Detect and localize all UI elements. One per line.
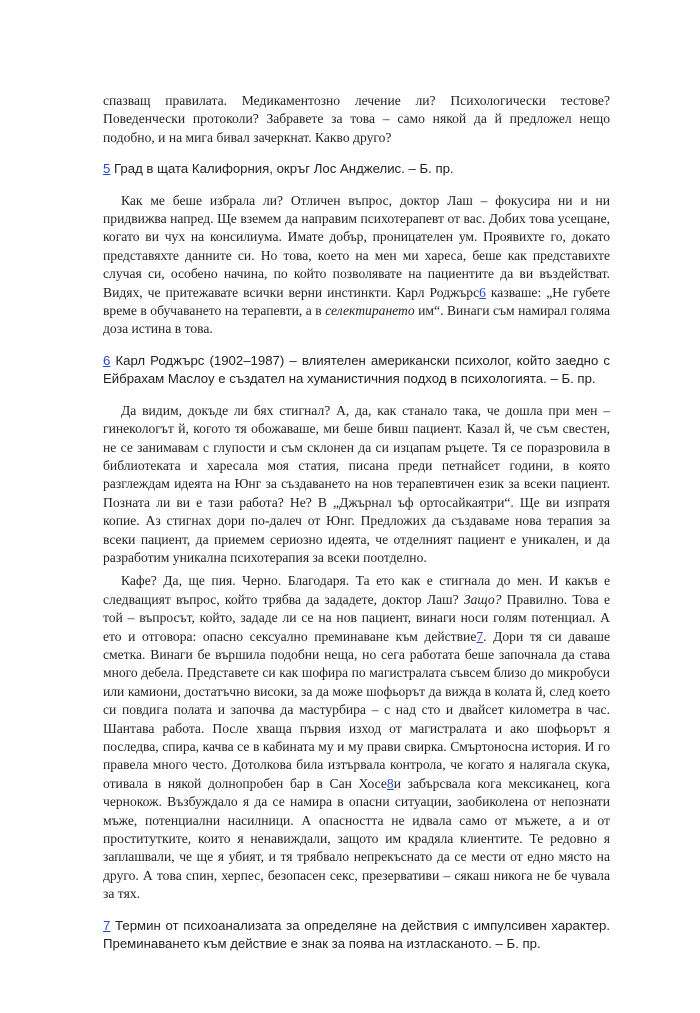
footnote-6-text: Карл Роджърс (1902–1987) – влиятелен американски психолог, който заедно с Ейбрахам Маслоу е създател на хуманистичния подход в психологията. – Б. пр. — [103, 352, 610, 387]
paragraph-continued: спазващ правилата. Медикаментозно лечение ли? Психологически тестове? Поведенчески протоколи? Забравете за това – само някой да й предложел нещо подобно, и на мига бивал зачеркнат. Какво друго? — [103, 93, 610, 145]
paragraph-doctor-choice-text-3: им“. Винаги съм намирал голяма доза истина в това. — [103, 303, 610, 337]
paragraph-doctor-choice-text-1: Как ме беше избрала ли? Отличен въпрос, доктор Лаш – фокусира ни и ни придвижва напред. Ще вземем да направим психотерапевт от вас. Добих това усещане, когато ви чух на консилиума. Имате добър, проницателен ум. Проявихте го, докато представяхте данните си. Но това, което на мен ми хареса, беше как представихте случая си, особено начина, по който позволявате на пациентите да ви въздействат. Видях, че притежавате всички верни инстинкти. Карл Роджърс — [103, 192, 610, 300]
italic-why-word: Защо? — [463, 591, 502, 607]
paragraph-doctor-choice — [103, 192, 610, 339]
footnote-7-link[interactable]: 7 — [103, 917, 111, 933]
footnote-7 — [103, 917, 610, 954]
paragraph-coffee-text-3: . Дори тя си даваше сметка. Винаги бе вършила подобни неща, но сега работата беше започнала да става много дебела. Представете си как шофира по магистралата съвсем близо до микробуси или камиони, достатъчно високи, за да може шофьорът да вижда в колата й, след което си повдига полата и започва да мастурбира – с над сто и двайсет километра в час. Шантава работа. После хваща първия изход от магистралата и ако шофьорът я последва, спира, качва се в кабината му и му прави свирка. Смъртоносна история. И го правела много често. Дотолкова била изтървала контрола, че когато я налягала скука, отивала в някой долнопробен бар в Сан Хосе — [103, 628, 610, 791]
paragraph-coffee — [103, 572, 610, 903]
footnote-6-ref-link[interactable]: 6 — [479, 284, 486, 300]
paragraph-doctor-choice-text-2: казваше: „Не губете време в обучаването на терапевти, а в — [103, 284, 610, 319]
footnote-7-ref-link[interactable]: 7 — [476, 628, 484, 644]
paragraph-coffee-text-1: Кафе? Да, ще пия. Черно. Благодаря. Та ето как е стигнала до мен. И какъв е следващият въпрос, който трябва да зададете, доктор Лаш? — [103, 573, 610, 607]
book-page — [103, 92, 610, 953]
footnote-5-link[interactable]: 5 — [103, 161, 111, 177]
paragraph-coffee-text-2: Правилно. Това е той – въпросът, който, зададе ли се на нов пациент, винаги носи голям потенциал. А ето и отговора: опасно сексуално преминаване към действие — [103, 591, 610, 644]
footnote-6 — [103, 352, 610, 389]
footnote-5-text: Град в щата Калифорния, окръг Лос Анджелис. – Б. пр. — [110, 161, 454, 177]
footnote-7-text: Термин от психоанализата за определяне на действия с импулсивен характер. Преминаването към действие е знак за поява на изтласканото. – Б. пр. — [103, 917, 610, 952]
paragraph-coffee-text-4: и забърсвала кога мексиканец, кога чернокож. Възбуждало я да се намира в опасни ситуации, заобиколена от непознати мъже, потенциални насилници. А опасността не идвала само от мъжете, а и от проститутките, които я ненавиждали, защото им крадяла клиентите. Те редовно я заплашвали, че ще я убият, и тя трябвало непрекъснато да се мести от едно място на друго. А това спин, херпес, безопасен секс, презервативи – сякаш никога не бе чувала за тях. — [103, 775, 611, 902]
italic-selection-word: селектирането — [325, 303, 415, 319]
paragraph-gynecologist: Да видим, докъде ли бях стигнал? А, да, как станало така, че дошла при мен – гинекологът й, когото тя обожаваше, ми беше бивш пациент. Казал й, че съм свестен, не се занимавам с глупости и съм склонен да си изцапам ръцете. Тя се поразровила в библиотеката и харесала моя статия, писана преди петнайсет години, в която разглеждам идеята на Юнг за създаването на нов терапевтичен език за всеки пациент. Позната ли ви е тази работа? Не? В „Джърнал ъф ортосайкаятри“. Ще ви изпратя копие. Аз стигнах дори по-далеч от Юнг. Предложих да създаваме нова терапия за всеки пациент, да приемем сериозно идеята, че отделният пациент е уникален, и да разработим уникална психотерапия за всеки поотделно. — [103, 402, 610, 565]
footnote-8-ref-link[interactable]: 8 — [386, 775, 394, 791]
footnote-5 — [103, 160, 610, 178]
footnote-6-link[interactable]: 6 — [103, 352, 111, 368]
